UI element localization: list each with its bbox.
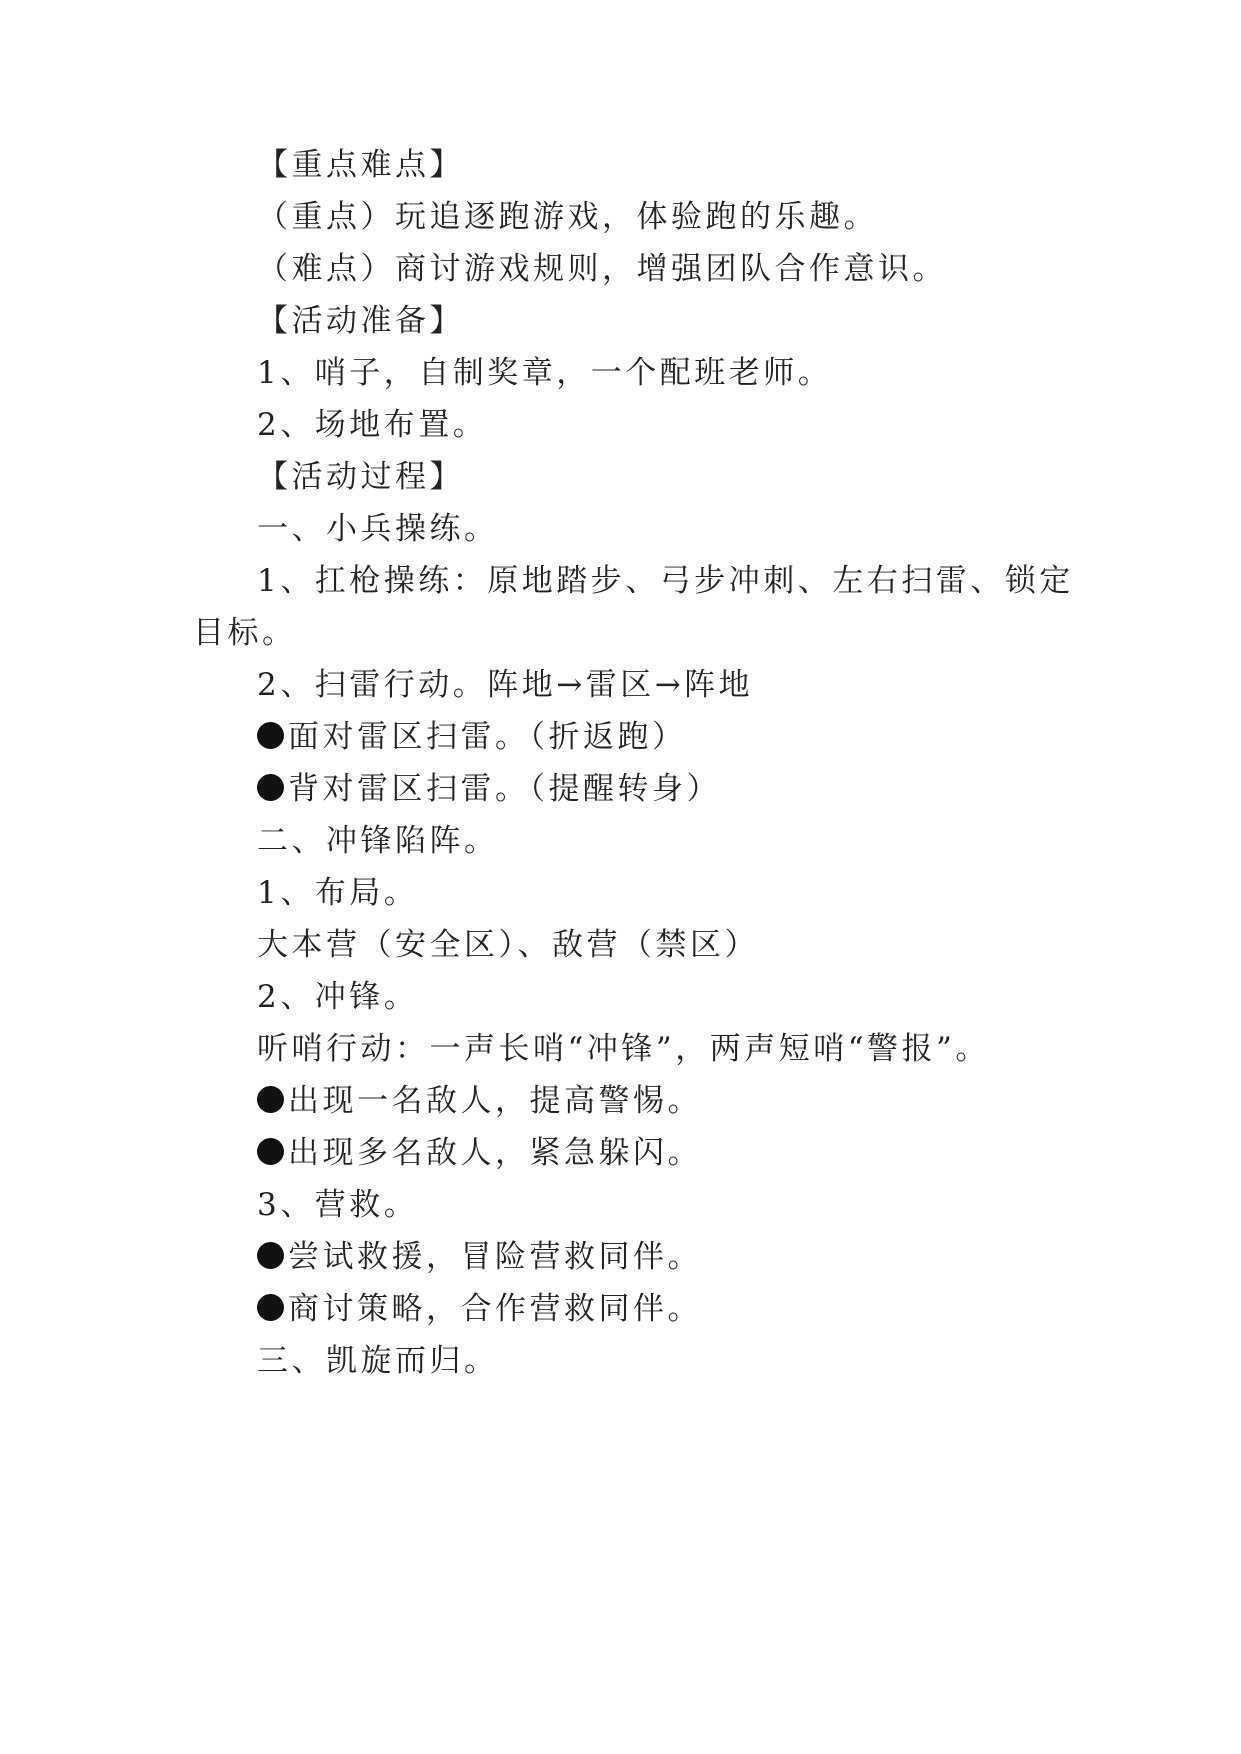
line-text: 出现多名敌人，紧急躲闪。 xyxy=(288,1135,702,1171)
paragraph-difficult-point xyxy=(0,247,1241,291)
line-text: 尝试救援，冒险营救同伴。 xyxy=(288,1239,702,1275)
bullet-item xyxy=(0,1079,1241,1123)
line-text: 大本营（安全区）、敌营（禁区） xyxy=(257,927,759,963)
line-text: 3、营救。 xyxy=(257,1187,419,1223)
paragraph-drill-1 xyxy=(0,559,1241,603)
section-heading-process xyxy=(0,455,1241,499)
list-item-preparation-2 xyxy=(0,403,1241,447)
line-text: 一、小兵操练。 xyxy=(257,511,499,547)
line-text: 1、布局。 xyxy=(257,875,419,911)
section-heading-preparation xyxy=(0,299,1241,343)
paragraph-charge-1 xyxy=(0,871,1241,915)
line-text: （难点）商讨游戏规则，增强团队合作意识。 xyxy=(257,251,947,287)
list-item-preparation-1 xyxy=(0,351,1241,395)
bullet-item xyxy=(0,1287,1241,1331)
paragraph-charge-2 xyxy=(0,975,1241,1019)
line-text: （重点）玩追逐跑游戏，体验跑的乐趣。 xyxy=(257,199,878,235)
line-text: 【重点难点】 xyxy=(257,147,464,183)
bullet-icon xyxy=(257,1242,284,1269)
paragraph-whistle-action xyxy=(0,1027,1241,1071)
line-text: 出现一名敌人，提高警惕。 xyxy=(288,1083,702,1119)
subheading-soldier-drill xyxy=(0,507,1241,551)
bullet-icon xyxy=(257,722,284,749)
bullet-item xyxy=(0,767,1241,811)
bullet-icon xyxy=(257,1086,284,1113)
line-text: 【活动过程】 xyxy=(257,459,464,495)
paragraph-key-point xyxy=(0,195,1241,239)
bullet-icon xyxy=(257,1294,284,1321)
paragraph-layout xyxy=(0,923,1241,967)
line-text: 目标。 xyxy=(193,615,297,651)
line-text: 2、场地布置。 xyxy=(257,407,488,443)
bullet-item xyxy=(0,1235,1241,1279)
line-text: 背对雷区扫雷。（提醒转身） xyxy=(288,771,721,807)
paragraph-drill-1-continued xyxy=(0,611,1241,655)
line-text: 1、哨子，自制奖章，一个配班老师。 xyxy=(257,355,833,391)
line-text: 【活动准备】 xyxy=(257,303,464,339)
bullet-icon xyxy=(257,1138,284,1165)
line-text: 面对雷区扫雷。（折返跑） xyxy=(288,719,687,755)
line-text: 三、凯旋而归。 xyxy=(257,1343,499,1379)
bullet-item xyxy=(0,1131,1241,1175)
paragraph-rescue xyxy=(0,1183,1241,1227)
subheading-charge xyxy=(0,819,1241,863)
line-text: 商讨策略，合作营救同伴。 xyxy=(288,1291,702,1327)
bullet-item xyxy=(0,715,1241,759)
line-text: 二、冲锋陷阵。 xyxy=(257,823,499,859)
line-text: 2、扫雷行动。阵地→雷区→阵地 xyxy=(257,667,754,703)
subheading-triumphant-return xyxy=(0,1339,1241,1383)
section-heading-key-points xyxy=(0,143,1241,187)
line-text: 听哨行动：一声长哨“冲锋”，两声短哨“警报”。 xyxy=(257,1031,990,1067)
bullet-icon xyxy=(257,774,284,801)
line-text: 2、冲锋。 xyxy=(257,979,419,1015)
line-text: 1、扛枪操练：原地踏步、弓步冲刺、左右扫雷、锁定 xyxy=(257,563,1074,599)
paragraph-drill-2 xyxy=(0,663,1241,707)
